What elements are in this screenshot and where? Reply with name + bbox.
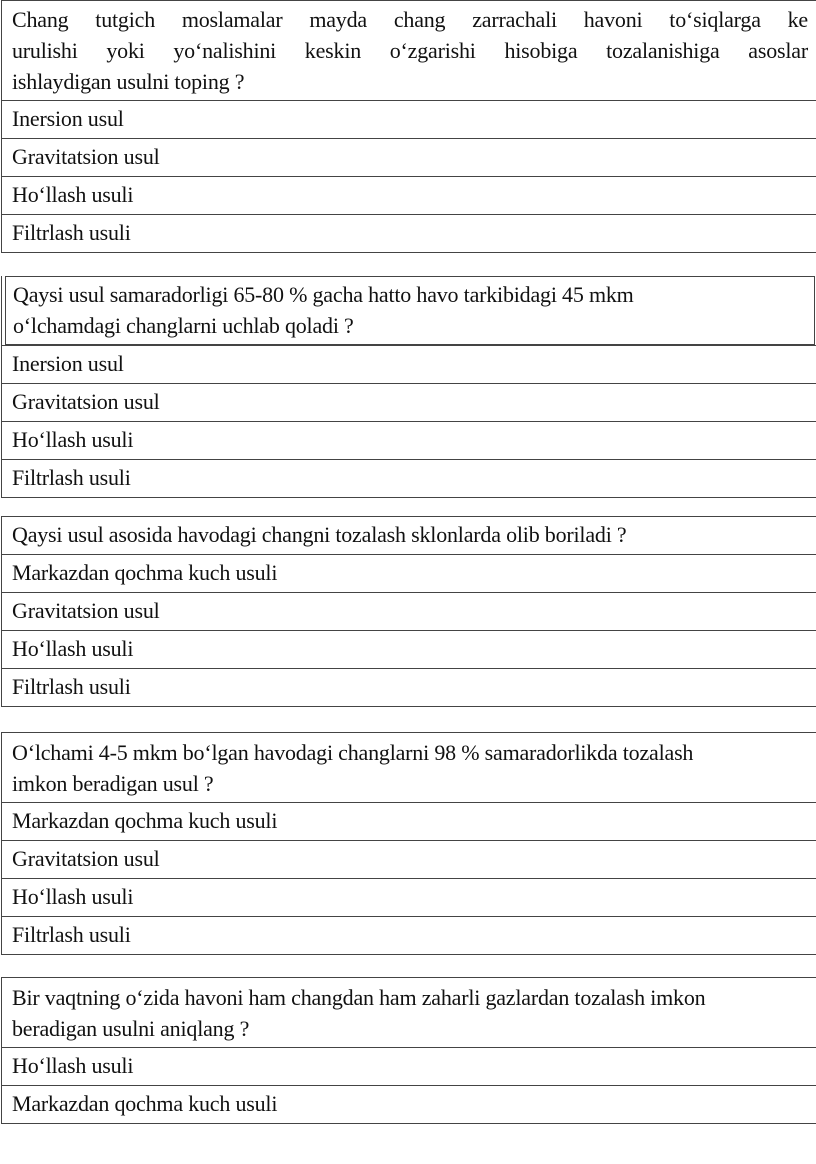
question-text <box>2 978 816 1047</box>
question-table-5 <box>1 977 816 1124</box>
answer-option[interactable]: Gravitatsion usul <box>2 383 816 421</box>
question-line: Qaysi usul asosida havodagi changni tozalash sklonlarda olib boriladi ? <box>12 522 627 547</box>
answer-option[interactable]: Gravitatsion usul <box>2 840 816 878</box>
question-line: Chang tutgich moslamalar mayda chang zarrachali havoni to‘siqlarga ke <box>12 7 808 32</box>
question-line: Qaysi usul samaradorligi 65-80 % gacha hatto havo tarkibidagi 45 mkm <box>13 282 634 307</box>
question-text <box>2 733 816 802</box>
question-text <box>5 276 815 345</box>
answer-option[interactable]: Filtrlash usuli <box>2 214 816 252</box>
answer-option[interactable]: Markazdan qochma kuch usuli <box>2 802 816 840</box>
answer-option[interactable]: Filtrlash usuli <box>2 668 816 706</box>
answer-option[interactable]: Ho‘llash usuli <box>2 1047 816 1085</box>
question-line: urulishi yoki yo‘nalishini keskin o‘zgarishi hisobiga tozalanishiga asoslar <box>12 38 808 63</box>
question-table-4 <box>1 732 816 955</box>
answer-option[interactable]: Markazdan qochma kuch usuli <box>2 554 816 592</box>
question-text <box>2 517 816 554</box>
answer-option[interactable]: Filtrlash usuli <box>2 916 816 954</box>
answer-option[interactable]: Filtrlash usuli <box>2 459 816 497</box>
answer-option[interactable]: Inersion usul <box>2 345 816 383</box>
answer-option[interactable]: Gravitatsion usul <box>2 138 816 176</box>
question-text <box>2 1 816 100</box>
question-line: Bir vaqtning o‘zida havoni ham changdan ham zaharli gazlardan tozalash imkon <box>12 985 706 1010</box>
question-line: imkon beradigan usul ? <box>12 771 214 796</box>
answer-option[interactable]: Ho‘llash usuli <box>2 421 816 459</box>
question-line: O‘lchami 4-5 mkm bo‘lgan havodagi changlarni 98 % samaradorlikda tozalash <box>12 740 694 765</box>
answer-option[interactable]: Ho‘llash usuli <box>2 630 816 668</box>
answer-option[interactable]: Ho‘llash usuli <box>2 878 816 916</box>
answer-option[interactable]: Markazdan qochma kuch usuli <box>2 1085 816 1123</box>
question-table-1 <box>1 0 816 253</box>
question-table-2 <box>1 276 816 498</box>
question-line: ishlaydigan usulni toping ? <box>12 69 245 94</box>
answer-option[interactable]: Ho‘llash usuli <box>2 176 816 214</box>
answer-option[interactable]: Gravitatsion usul <box>2 592 816 630</box>
answer-option[interactable]: Inersion usul <box>2 100 816 138</box>
question-line: o‘lchamdagi changlarni uchlab qoladi ? <box>13 313 354 338</box>
question-table-3 <box>1 516 816 707</box>
question-line: beradigan usulni aniqlang ? <box>12 1016 250 1041</box>
